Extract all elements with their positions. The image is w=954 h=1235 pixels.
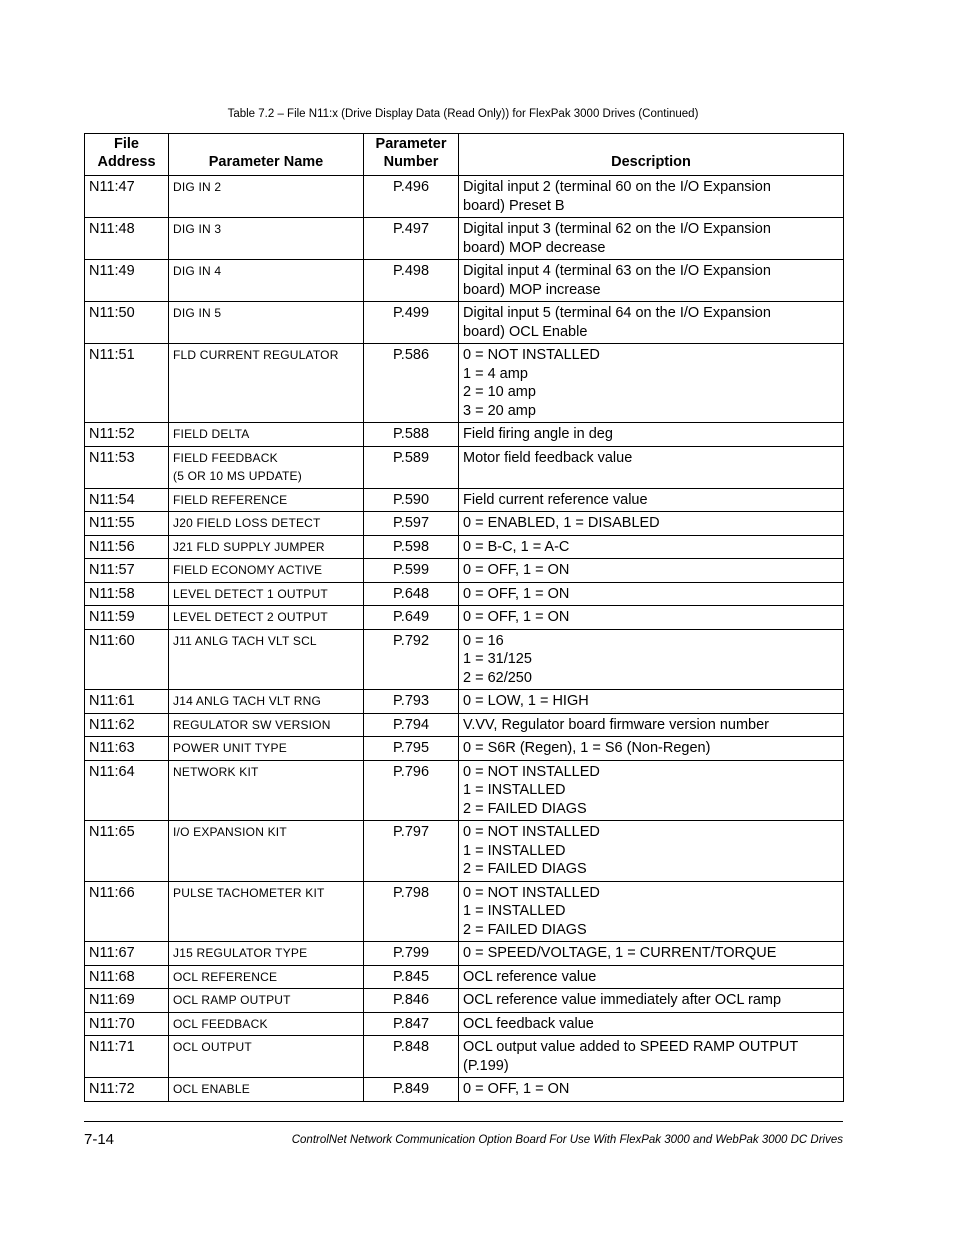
parameter-name-cell [169,737,364,761]
parameter-number-cell: P.849 [364,1078,459,1102]
file-address-cell: N11:53 [85,446,169,488]
description-line: 2 = FAILED DIAGS [463,861,587,877]
description-line: board) Preset B [463,197,565,214]
parameter-number-cell: P.496 [364,176,459,218]
description-line: 0 = OFF, 1 = ON [463,1081,570,1097]
parameter-name-cell [169,1036,364,1078]
parameter-number-cell: P.847 [364,1012,459,1036]
parameter-name-cell [169,512,364,536]
parameter-name: DIG IN 2 [173,180,222,194]
description-line: 0 = 16 [463,632,504,649]
table-row [85,989,844,1013]
file-address-cell: N11:68 [85,965,169,989]
table-row [85,559,844,583]
description-cell [459,512,844,536]
file-address-cell: N11:59 [85,606,169,630]
parameter-number-cell: P.499 [364,302,459,344]
description-line: Field firing angle in deg [463,426,613,442]
description-cell [459,218,844,260]
description-line: 1 = 4 amp [463,365,528,382]
parameter-name-cell [169,606,364,630]
parameter-name-cell [169,488,364,512]
description-line: 0 = NOT INSTALLED [463,347,600,363]
parameter-name: OCL OUTPUT [173,1040,252,1054]
file-address-cell: N11:52 [85,423,169,447]
description-cell [459,942,844,966]
parameter-name: OCL REFERENCE [173,969,278,984]
parameter-name: DIG IN 3 [173,222,222,236]
parameter-name: REGULATOR SW VERSION [173,717,331,732]
description-line: OCL reference value immediately after OCL ramp [463,992,782,1008]
table-row [85,629,844,690]
parameter-number-cell: P.589 [364,446,459,488]
description-cell [459,446,844,488]
parameter-name-cell [169,881,364,942]
parameter-name: DIG IN 5 [173,306,222,320]
table-row [85,260,844,302]
parameter-name-cell [169,582,364,606]
description-line: 0 = SPEED/VOLTAGE, 1 = CURRENT/TORQUE [463,945,777,961]
parameter-number-cell: P.799 [364,942,459,966]
header-file-address [85,134,169,176]
table-row [85,1036,844,1078]
parameter-name: J21 FLD SUPPLY JUMPER [173,539,325,554]
parameter-number-cell: P.649 [364,606,459,630]
description-line: board) MOP increase [463,281,601,298]
description-line: 1 = 31/125 [463,651,532,667]
parameter-name-cell [169,690,364,714]
file-address-cell: N11:49 [85,260,169,302]
header-parameter-number-line2: Number [383,154,439,170]
parameter-name-cell [169,535,364,559]
parameter-number-cell: P.648 [364,582,459,606]
parameter-number-cell: P.845 [364,965,459,989]
parameter-number-cell: P.598 [364,535,459,559]
description-line: Digital input 3 (terminal 62 on the I/O Expansion [463,221,771,237]
parameter-number-cell: P.497 [364,218,459,260]
table-row [85,713,844,737]
description-line: Motor field feedback value [463,449,633,466]
parameter-number-cell: P.597 [364,512,459,536]
table-row [85,965,844,989]
file-address-cell: N11:54 [85,488,169,512]
file-address-cell: N11:55 [85,512,169,536]
description-line: V.VV, Regulator board firmware version number [463,716,770,733]
description-cell [459,559,844,583]
table-row [85,1078,844,1102]
description-line: 2 = 10 amp [463,384,536,400]
parameter-name-note: (5 OR 10 MS UPDATE) [173,469,302,483]
file-address-cell: N11:57 [85,559,169,583]
file-address-cell: N11:62 [85,713,169,737]
parameter-number-cell: P.599 [364,559,459,583]
description-line: Digital input 4 (terminal 63 on the I/O Expansion [463,263,771,279]
header-parameter-number-line1: Parameter [375,136,447,152]
description-line: 2 = FAILED DIAGS [463,800,587,817]
parameter-name-cell [169,260,364,302]
parameter-name: J14 ANLG TACH VLT RNG [173,694,322,708]
header-file-address-line2: Address [97,154,156,170]
parameter-name: LEVEL DETECT 1 OUTPUT [173,586,328,601]
parameter-name-cell [169,1012,364,1036]
file-address-cell: N11:64 [85,760,169,821]
description-cell [459,629,844,690]
table-row [85,344,844,423]
file-address-cell: N11:50 [85,302,169,344]
table-row [85,535,844,559]
parameter-name-cell [169,713,364,737]
parameter-name: FIELD REFERENCE [173,492,288,507]
description-cell [459,582,844,606]
parameter-number-cell: P.796 [364,760,459,821]
parameter-number-cell: P.793 [364,690,459,714]
parameter-name: OCL ENABLE [173,1082,250,1096]
description-cell [459,713,844,737]
file-address-cell: N11:72 [85,1078,169,1102]
parameter-name-cell [169,344,364,423]
parameter-name: FLD CURRENT REGULATOR [173,348,339,362]
parameter-name-cell [169,559,364,583]
parameter-number-cell: P.590 [364,488,459,512]
table-body [85,176,844,1102]
parameter-name-cell [169,989,364,1013]
description-cell [459,965,844,989]
parameter-name-cell [169,446,364,488]
parameter-number-cell: P.797 [364,821,459,882]
description-cell [459,344,844,423]
table-row [85,302,844,344]
parameter-number-cell: P.792 [364,629,459,690]
description-line: (P.199) [463,1057,509,1074]
description-line: Digital input 2 (terminal 60 on the I/O Expansion [463,179,771,195]
footer-document-title: ControlNet Network Communication Option Board For Use With FlexPak 3000 and WebPak 3000 DC Drives [291,1134,843,1146]
table-row [85,446,844,488]
parameter-name: LEVEL DETECT 2 OUTPUT [173,610,328,624]
description-cell [459,1012,844,1036]
file-address-cell: N11:63 [85,737,169,761]
description-cell [459,606,844,630]
parameter-number-cell: P.848 [364,1036,459,1078]
parameter-name: I/O EXPANSION KIT [173,825,287,839]
description-line: 0 = OFF, 1 = ON [463,609,570,625]
description-cell [459,989,844,1013]
parameter-name: FIELD ECONOMY ACTIVE [173,563,323,577]
table-row [85,176,844,218]
parameter-name: NETWORK KIT [173,764,259,779]
parameter-name: OCL RAMP OUTPUT [173,993,291,1007]
description-line: 0 = NOT INSTALLED [463,763,600,780]
parameter-name: J15 REGULATOR TYPE [173,946,308,960]
description-line: 0 = OFF, 1 = ON [463,562,570,578]
description-line: 2 = FAILED DIAGS [463,921,587,938]
description-cell [459,302,844,344]
table-row [85,942,844,966]
parameter-name: DIG IN 4 [173,264,222,278]
description-cell [459,423,844,447]
parameter-name: FIELD FEEDBACK [173,450,278,465]
parameter-number-cell: P.588 [364,423,459,447]
table-row [85,881,844,942]
description-cell [459,881,844,942]
parameter-name-cell [169,1078,364,1102]
parameter-number-cell: P.795 [364,737,459,761]
parameter-name-cell [169,821,364,882]
table-row [85,737,844,761]
description-line: OCL output value added to SPEED RAMP OUTPUT [463,1039,799,1055]
description-cell [459,760,844,821]
parameter-name-cell [169,629,364,690]
table-row [85,1012,844,1036]
table-row [85,488,844,512]
footer-divider [84,1121,843,1122]
table-caption: Table 7.2 – File N11:x (Drive Display Data (Read Only)) for FlexPak 3000 Drives (Continued) [227,108,699,120]
description-line: 0 = OFF, 1 = ON [463,585,570,602]
description-cell [459,1036,844,1078]
description-line: 1 = INSTALLED [463,903,566,919]
description-line: 0 = NOT INSTALLED [463,824,600,840]
description-line: 3 = 20 amp [463,402,536,419]
parameter-number-cell: P.586 [364,344,459,423]
parameter-name-cell [169,942,364,966]
parameter-table [84,133,844,1102]
table-row [85,760,844,821]
description-line: 0 = NOT INSTALLED [463,884,600,901]
description-line: 0 = LOW, 1 = HIGH [463,693,589,709]
parameter-name: J11 ANLG TACH VLT SCL [173,633,317,648]
parameter-number-cell: P.798 [364,881,459,942]
parameter-number-cell: P.846 [364,989,459,1013]
file-address-cell: N11:65 [85,821,169,882]
table-row [85,582,844,606]
parameter-name-cell [169,965,364,989]
description-line: board) MOP decrease [463,239,606,256]
description-cell [459,1078,844,1102]
table-row [85,512,844,536]
description-cell [459,535,844,559]
table-row [85,218,844,260]
parameter-name: PULSE TACHOMETER KIT [173,885,325,900]
parameter-name-cell [169,423,364,447]
description-line: board) OCL Enable [463,323,588,340]
header-parameter-name: Parameter Name [169,134,364,176]
file-address-cell: N11:67 [85,942,169,966]
table-row [85,606,844,630]
description-line: Field current reference value [463,491,648,508]
header-file-address-line1: File [114,136,139,152]
description-line: 0 = B-C, 1 = A-C [463,538,570,555]
parameter-number-cell: P.498 [364,260,459,302]
parameter-name-cell [169,302,364,344]
header-parameter-number [364,134,459,176]
description-line: 1 = INSTALLED [463,782,566,798]
file-address-cell: N11:47 [85,176,169,218]
description-line: 0 = ENABLED, 1 = DISABLED [463,515,660,531]
table-row [85,423,844,447]
parameter-name: POWER UNIT TYPE [173,741,287,755]
description-cell [459,488,844,512]
file-address-cell: N11:61 [85,690,169,714]
table-row [85,821,844,882]
file-address-cell: N11:51 [85,344,169,423]
description-cell [459,176,844,218]
table-row [85,690,844,714]
description-cell [459,821,844,882]
parameter-name: OCL FEEDBACK [173,1016,268,1031]
description-line: OCL feedback value [463,1015,594,1032]
parameter-name: J20 FIELD LOSS DETECT [173,516,321,530]
parameter-name: FIELD DELTA [173,427,250,441]
parameter-name-cell [169,176,364,218]
file-address-cell: N11:58 [85,582,169,606]
page-number: 7-14 [84,1131,115,1148]
description-line: 2 = 62/250 [463,669,532,686]
file-address-cell: N11:70 [85,1012,169,1036]
description-cell [459,690,844,714]
file-address-cell: N11:66 [85,881,169,942]
parameter-name-cell [169,218,364,260]
table-header-row [85,134,844,176]
file-address-cell: N11:60 [85,629,169,690]
description-line: 0 = S6R (Regen), 1 = S6 (Non-Regen) [463,740,711,756]
file-address-cell: N11:56 [85,535,169,559]
description-cell [459,737,844,761]
file-address-cell: N11:48 [85,218,169,260]
header-description: Description [459,134,844,176]
description-line: 1 = INSTALLED [463,842,566,859]
description-line: OCL reference value [463,968,597,985]
description-cell [459,260,844,302]
parameter-name-cell [169,760,364,821]
description-line: Digital input 5 (terminal 64 on the I/O Expansion [463,305,771,321]
file-address-cell: N11:71 [85,1036,169,1078]
parameter-number-cell: P.794 [364,713,459,737]
file-address-cell: N11:69 [85,989,169,1013]
